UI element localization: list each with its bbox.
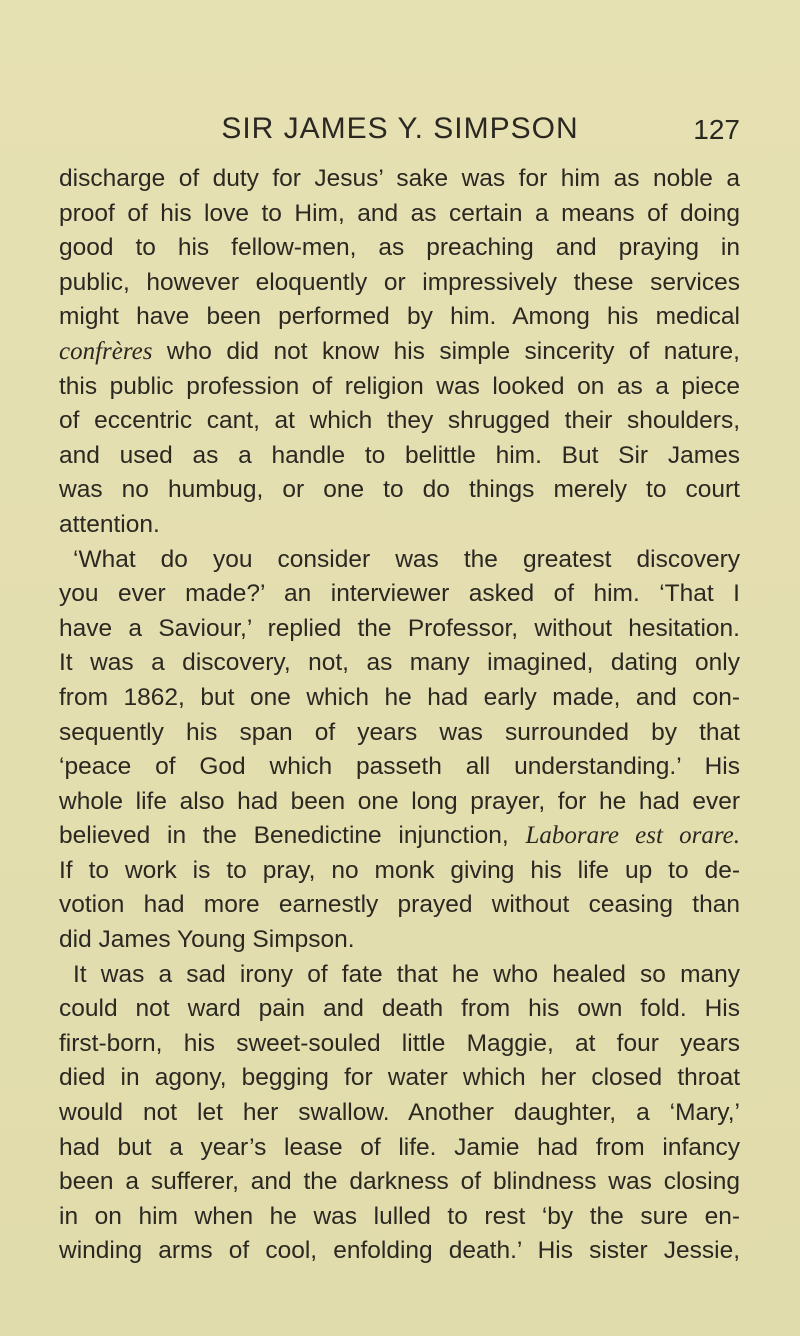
- text-line: in on him when he was lulled to rest ‘by the sure en-: [59, 1202, 740, 1230]
- page-number: 127: [693, 114, 740, 145]
- italic-latin-motto: Laborare est orare.: [525, 822, 740, 850]
- text-line: been a sufferer, and the darkness of blindness was closing: [59, 1168, 740, 1196]
- text-line: [59, 819, 740, 854]
- text-line: If to work is to pray, no monk giving his life up to de-: [59, 856, 740, 884]
- text-line: sequently his span of years was surrounded by that: [59, 718, 740, 746]
- text-line: votion had more earnestly prayed without ceasing than: [59, 891, 740, 919]
- text-line: you ever made?’ an interviewer asked of him. ‘That I: [59, 580, 740, 608]
- text-line: of eccentric cant, at which they shrugged their shoulders,: [59, 407, 740, 435]
- text-line: ‘What do you consider was the greatest discovery: [73, 545, 740, 573]
- text-line: ‘peace of God which passeth all understanding.’ His: [59, 753, 740, 781]
- text-line: have a Saviour,’ replied the Professor, without hesitation.: [59, 614, 740, 642]
- text-line: public, however eloquently or impressively these services: [59, 268, 740, 296]
- text-line: [59, 335, 740, 370]
- text-line: could not ward pain and death from his own fold. His: [59, 995, 740, 1023]
- text-line: this public profession of religion was looked on as a piece: [59, 372, 740, 400]
- body-text: [59, 162, 740, 1269]
- text-line: whole life also had been one long prayer, for he had ever: [59, 787, 740, 815]
- text-line: from 1862, but one which he had early made, and con-: [59, 683, 740, 711]
- text-fragment: who did not know his simple sincerity of nature,: [152, 337, 740, 365]
- text-line: might have been performed by him. Among his medical: [59, 303, 740, 331]
- text-line: attention.: [59, 510, 160, 538]
- italic-term: confrères: [59, 337, 153, 365]
- text-line: It was a sad irony of fate that he who healed so many: [73, 960, 740, 988]
- text-line: and used as a handle to belittle him. But Sir James: [59, 441, 740, 469]
- text-line: It was a discovery, not, as many imagined, dating only: [59, 649, 740, 677]
- running-head: [60, 112, 740, 152]
- text-line: did James Young Simpson.: [59, 926, 355, 954]
- text-line: proof of his love to Him, and as certain a means of doing: [59, 199, 740, 227]
- text-line: was no humbug, or one to do things merely to court: [59, 476, 740, 504]
- text-line: died in agony, begging for water which her closed throat: [59, 1064, 740, 1092]
- text-line: discharge of duty for Jesus’ sake was for him as noble a: [59, 165, 740, 192]
- text-line: winding arms of cool, enfolding death.’ His sister Jessie,: [59, 1237, 740, 1265]
- text-line: first-born, his sweet-souled little Maggie, at four years: [59, 1029, 740, 1057]
- text-fragment: believed in the Benedictine injunction,: [59, 822, 526, 850]
- text-line: good to his fellow-men, as preaching and praying in: [59, 234, 740, 262]
- running-title: SIR JAMES Y. SIMPSON: [221, 112, 579, 145]
- text-line: had but a year’s lease of life. Jamie had from infancy: [59, 1133, 740, 1161]
- text-line: would not let her swallow. Another daughter, a ‘Mary,’: [59, 1099, 740, 1127]
